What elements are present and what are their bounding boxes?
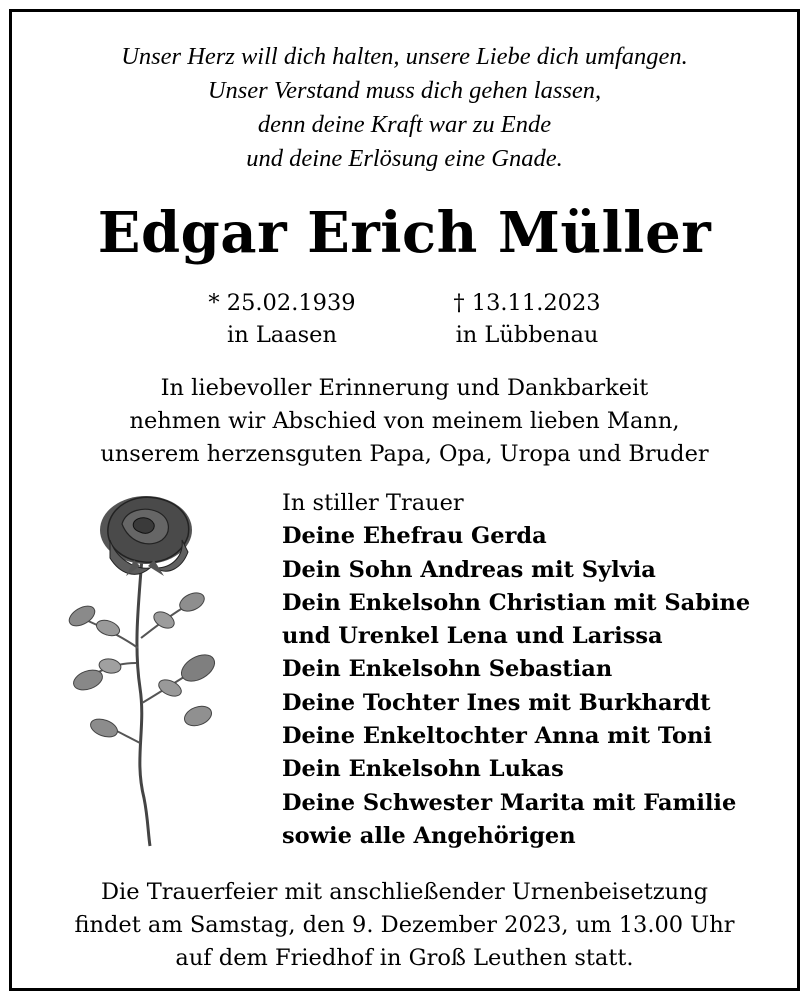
list-item: Dein Enkelsohn Lukas [282, 756, 564, 783]
mourners-list [282, 487, 750, 853]
funeral-info [12, 876, 797, 975]
poem-line: Unser Verstand muss dich gehen lassen, [207, 77, 602, 104]
list-item: und Urenkel Lena und Larissa [282, 623, 663, 650]
death-info [442, 287, 612, 351]
birth-date: * 25.02.1939 [208, 290, 356, 316]
poem-line: Unser Herz will dich halten, unsere Liebe dich umfangen. [121, 43, 688, 70]
list-item: Deine Enkeltochter Anna mit Toni [282, 723, 712, 750]
list-item: Dein Sohn Andreas mit Sylvia [282, 556, 656, 583]
obituary-frame [9, 9, 800, 991]
list-item: Deine Tochter Ines mit Burkhardt [282, 689, 711, 716]
poem-line: und deine Erlösung eine Gnade. [246, 145, 563, 172]
list-item: Deine Ehefrau Gerda [282, 523, 547, 550]
birth-place: in Laasen [227, 322, 337, 348]
list-item: Dein Enkelsohn Christian mit Sabine [282, 589, 751, 616]
poem [12, 40, 797, 176]
birth-info [202, 287, 362, 351]
poem-line: denn deine Kraft war zu Ende [257, 111, 552, 138]
death-date: † 13.11.2023 [453, 290, 601, 316]
funeral-line: Die Trauerfeier mit anschließender Urnenbeisetzung [100, 879, 709, 905]
intro-text [12, 372, 797, 471]
mourners-heading: In stiller Trauer [282, 490, 464, 516]
funeral-line: auf dem Friedhof in Groß Leuthen statt. [175, 945, 634, 971]
funeral-line: findet am Samstag, den 9. Dezember 2023, um 13.00 Uhr [74, 912, 735, 938]
list-item: sowie alle Angehörigen [282, 822, 576, 849]
intro-line: In liebevoller Erinnerung und Dankbarkeit [160, 375, 649, 401]
intro-line: unserem herzensguten Papa, Opa, Uropa und Bruder [100, 441, 709, 467]
death-place: in Lübbenau [455, 322, 599, 348]
rose-icon [64, 488, 224, 848]
list-item: Dein Enkelsohn Sebastian [282, 656, 613, 683]
list-item: Deine Schwester Marita mit Familie [282, 789, 737, 816]
intro-line: nehmen wir Abschied von meinem lieben Mann, [129, 408, 680, 434]
deceased-name: Edgar Erich Müller [97, 200, 712, 266]
